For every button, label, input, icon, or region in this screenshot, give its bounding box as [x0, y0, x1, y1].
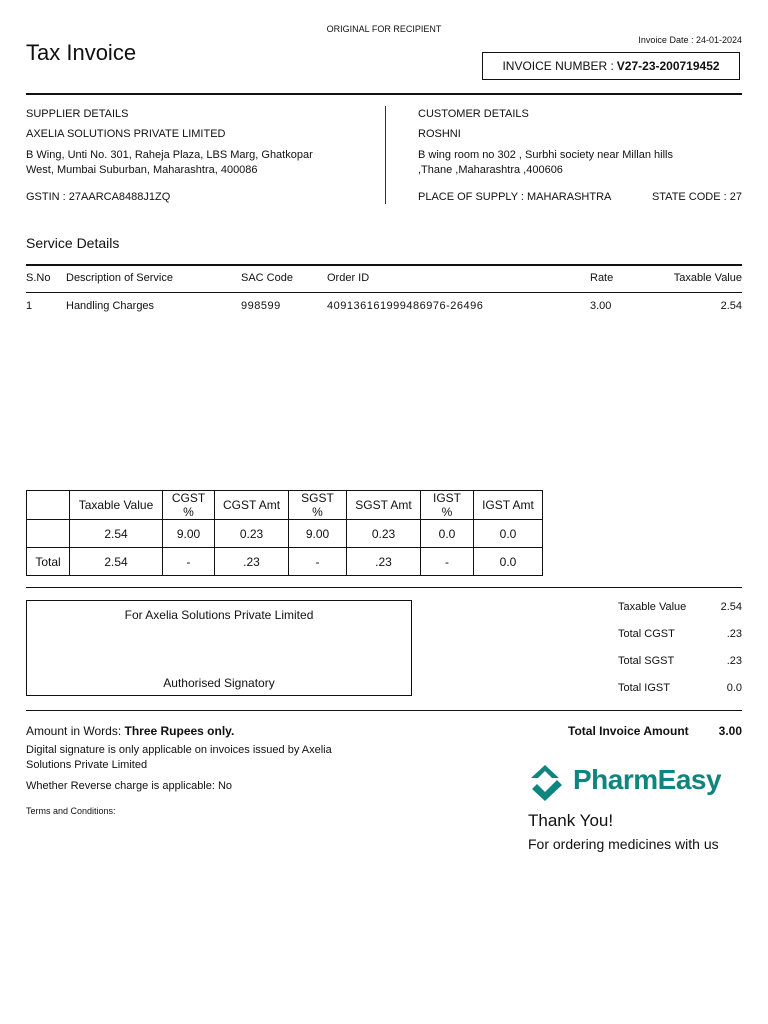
tax-cell: -	[421, 548, 474, 576]
amount-in-words	[26, 724, 234, 738]
col-order-id: Order ID	[327, 272, 370, 284]
tax-header-cell: SGST %	[289, 491, 347, 520]
totals-top-rule	[26, 587, 742, 588]
supplier-heading: SUPPLIER DETAILS	[26, 108, 129, 120]
tax-cell	[27, 520, 70, 548]
tax-header-cell: Taxable Value	[70, 491, 163, 520]
supplier-gstin: GSTIN : 27AARCA8488J1ZQ	[26, 191, 171, 203]
total-value-sgst: .23	[726, 655, 742, 667]
tax-cell: 0.0	[474, 548, 543, 576]
customer-address-2: ,Thane ,Maharashtra ,400606	[418, 164, 563, 176]
total-label-cgst: Total CGST	[618, 628, 675, 640]
tax-cell: 0.0	[474, 520, 543, 548]
state-code: STATE CODE : 27	[651, 191, 742, 203]
tax-cell: .23	[215, 548, 289, 576]
details-divider	[385, 106, 386, 204]
service-top-rule	[26, 264, 742, 266]
total-label-taxable: Taxable Value	[618, 601, 687, 613]
tax-cell: 9.00	[163, 520, 215, 548]
signature-company: For Axelia Solutions Private Limited	[124, 608, 314, 622]
total-invoice-label: Total Invoice Amount	[568, 724, 689, 738]
amount-words-value: Three Rupees only.	[124, 724, 235, 738]
row-description: Handling Charges	[66, 300, 155, 312]
tax-cell: 2.54	[70, 548, 163, 576]
supplier-name: AXELIA SOLUTIONS PRIVATE LIMITED	[26, 128, 226, 140]
row-taxable: 2.54	[720, 300, 742, 312]
pharmeasy-logo	[527, 760, 727, 802]
tax-cell: 0.0	[421, 520, 474, 548]
page-title: Tax Invoice	[26, 40, 137, 65]
tax-cell: 9.00	[289, 520, 347, 548]
total-label-sgst: Total SGST	[618, 655, 675, 667]
row-rate: 3.00	[590, 300, 612, 312]
brand-name: PharmEasy	[573, 764, 722, 795]
customer-heading: CUSTOMER DETAILS	[418, 108, 529, 120]
tax-breakdown-table	[26, 490, 543, 576]
invoice-number-box	[482, 52, 740, 80]
tagline: For ordering medicines with us	[528, 836, 719, 852]
thank-you: Thank You!	[528, 811, 614, 830]
tax-header-cell: CGST %	[163, 491, 215, 520]
supplier-address-2: West, Mumbai Suburban, Maharashtra, 400086	[26, 164, 258, 176]
col-description: Description of Service	[66, 272, 173, 284]
place-of-supply: PLACE OF SUPPLY : MAHARASHTRA	[418, 191, 612, 203]
header-divider	[26, 93, 742, 95]
tax-header-cell: IGST %	[421, 491, 474, 520]
row-order-id: 409136161999486976-26496	[327, 300, 484, 312]
tax-cell: -	[289, 548, 347, 576]
total-invoice-value: 3.00	[718, 724, 742, 738]
tax-cell: 2.54	[70, 520, 163, 548]
tax-cell: Total	[27, 548, 70, 576]
col-sno: S.No	[26, 272, 51, 284]
tax-cell: -	[163, 548, 215, 576]
row-sac: 998599	[241, 300, 281, 312]
col-sac: SAC Code	[241, 272, 293, 284]
digital-signature-note-2: Solutions Private Limited	[26, 759, 148, 771]
reverse-charge-note: Whether Reverse charge is applicable: No	[26, 780, 233, 792]
footer-top-rule	[26, 710, 742, 711]
invoice-date: Invoice Date : 24-01-2024	[638, 35, 742, 45]
supplier-address-1: B Wing, Unti No. 301, Raheja Plaza, LBS Marg, Ghatkopar	[26, 149, 313, 161]
col-taxable: Taxable Value	[673, 272, 742, 284]
invoice-number-label: INVOICE NUMBER :	[502, 59, 614, 73]
invoice-number: V27-23-200719452	[616, 59, 720, 73]
digital-signature-note-1: Digital signature is only applicable on invoices issued by Axelia	[26, 744, 332, 756]
tax-cell: 0.23	[347, 520, 421, 548]
tax-cell: 0.23	[215, 520, 289, 548]
tax-header-cell: IGST Amt	[474, 491, 543, 520]
total-label-igst: Total IGST	[618, 682, 670, 694]
service-heading: Service Details	[26, 235, 120, 251]
copy-label: ORIGINAL FOR RECIPIENT	[326, 24, 442, 34]
tax-header-cell: SGST Amt	[347, 491, 421, 520]
row-sno: 1	[26, 300, 33, 312]
total-value-taxable: 2.54	[720, 601, 742, 613]
amount-words-label: Amount in Words:	[26, 724, 125, 738]
customer-name: ROSHNI	[418, 128, 461, 140]
tax-header-row	[27, 491, 543, 520]
terms-heading: Terms and Conditions:	[26, 806, 116, 816]
table-row	[27, 520, 543, 548]
table-row	[27, 548, 543, 576]
pharmeasy-mark-icon	[527, 760, 567, 802]
signature-box	[26, 600, 412, 696]
customer-address-1: B wing room no 302 , Surbhi society near Millan hills	[418, 149, 673, 161]
tax-header-cell: CGST Amt	[215, 491, 289, 520]
total-value-cgst: .23	[726, 628, 742, 640]
authorised-signatory: Authorised Signatory	[163, 676, 275, 690]
tax-cell: .23	[347, 548, 421, 576]
total-value-igst: 0.0	[726, 682, 742, 694]
service-header-rule	[26, 292, 742, 293]
tax-header-cell	[27, 491, 70, 520]
col-rate: Rate	[590, 272, 614, 284]
